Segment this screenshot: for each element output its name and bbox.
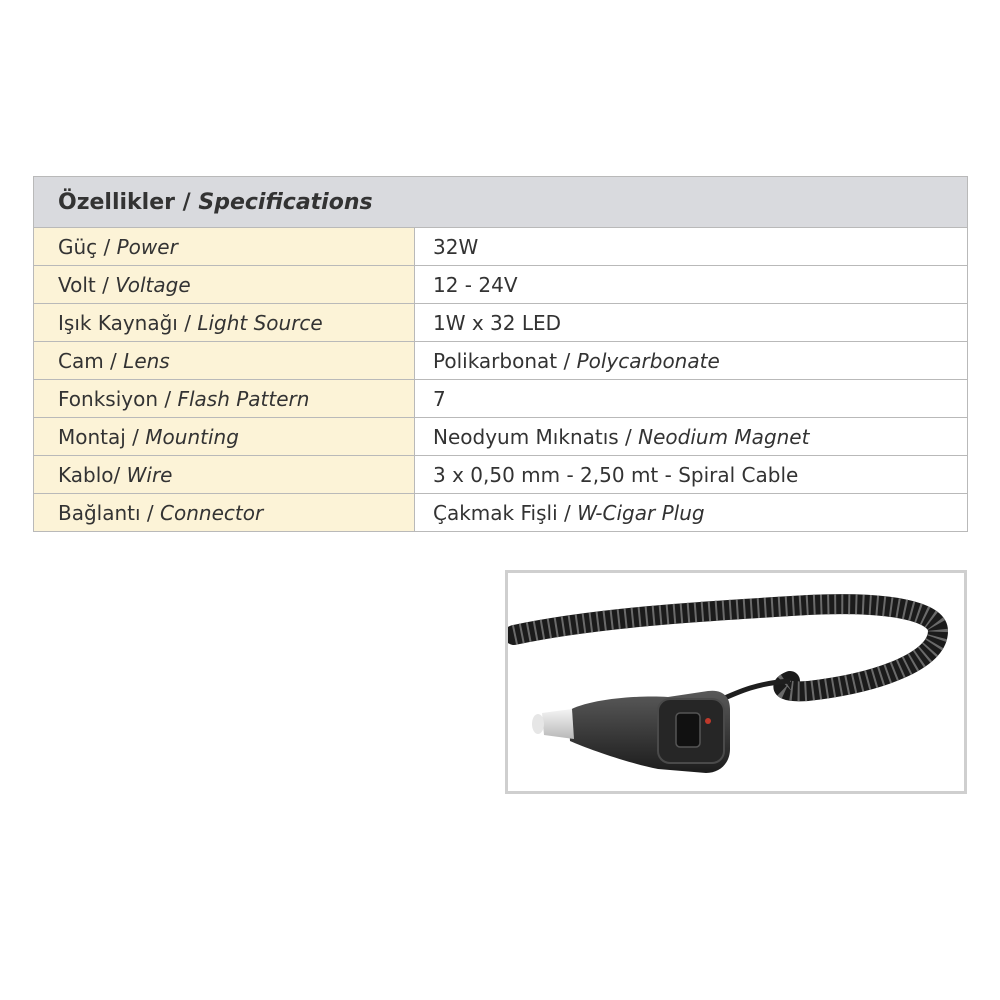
label-tr: Bağlantı /: [58, 500, 154, 525]
label-en: Lens: [123, 348, 170, 373]
label-en: Voltage: [115, 272, 191, 297]
rocker-switch: [676, 713, 700, 747]
spiral-cable-cigar-plug-image: [508, 573, 964, 791]
label-tr: Güç /: [58, 234, 111, 259]
row-label: [34, 494, 415, 531]
row-value: [415, 380, 967, 417]
label-tr: Montaj /: [58, 424, 139, 449]
row-label: [34, 228, 415, 265]
row-value: [415, 342, 967, 379]
product-photo: [505, 570, 967, 794]
value-tr: 1W x 32 LED: [433, 310, 562, 335]
table-row: [34, 494, 967, 531]
value-en: W-Cigar Plug: [577, 500, 705, 525]
row-label: [34, 418, 415, 455]
row-value: [415, 456, 967, 493]
row-label: [34, 304, 415, 341]
label-en: Power: [116, 234, 178, 259]
label-en: Flash Pattern: [177, 386, 310, 411]
table-row: [34, 456, 967, 494]
row-label: [34, 456, 415, 493]
row-label: [34, 380, 415, 417]
value-tr: 7: [433, 386, 446, 411]
label-tr: Işık Kaynağı /: [58, 310, 191, 335]
value-en: Polycarbonate: [576, 348, 720, 373]
row-value: [415, 266, 967, 303]
row-label: [34, 342, 415, 379]
table-row: [34, 304, 967, 342]
table-row: [34, 266, 967, 304]
specifications-table: [33, 176, 968, 532]
row-value: [415, 494, 967, 531]
value-en: Neodium Magnet: [638, 424, 810, 449]
label-en: Light Source: [197, 310, 323, 335]
label-en: Mounting: [145, 424, 239, 449]
value-tr: 32W: [433, 234, 479, 259]
label-en: Wire: [126, 462, 173, 487]
row-label: [34, 266, 415, 303]
table-row: [34, 228, 967, 266]
value-tr: 3 x 0,50 mm - 2,50 mt - Spiral Cable: [433, 462, 799, 487]
label-en: Connector: [160, 500, 264, 525]
row-value: [415, 304, 967, 341]
cigar-plug-tip: [542, 709, 574, 739]
label-tr: Kablo/: [58, 462, 121, 487]
label-tr: Cam /: [58, 348, 117, 373]
table-row: [34, 380, 967, 418]
value-tr: Çakmak Fişli /: [433, 500, 571, 525]
header-title-tr: Özellikler /: [58, 189, 191, 215]
value-tr: Neodyum Mıknatıs /: [433, 424, 632, 449]
value-tr: Polikarbonat /: [433, 348, 571, 373]
table-header: [34, 177, 967, 228]
value-tr: 12 - 24V: [433, 272, 518, 297]
table-row: [34, 342, 967, 380]
row-value: [415, 228, 967, 265]
label-tr: Volt /: [58, 272, 109, 297]
label-tr: Fonksiyon /: [58, 386, 172, 411]
table-row: [34, 418, 967, 456]
indicator-led-icon: [705, 718, 711, 724]
header-title-en: Specifications: [198, 189, 373, 215]
row-value: [415, 418, 967, 455]
